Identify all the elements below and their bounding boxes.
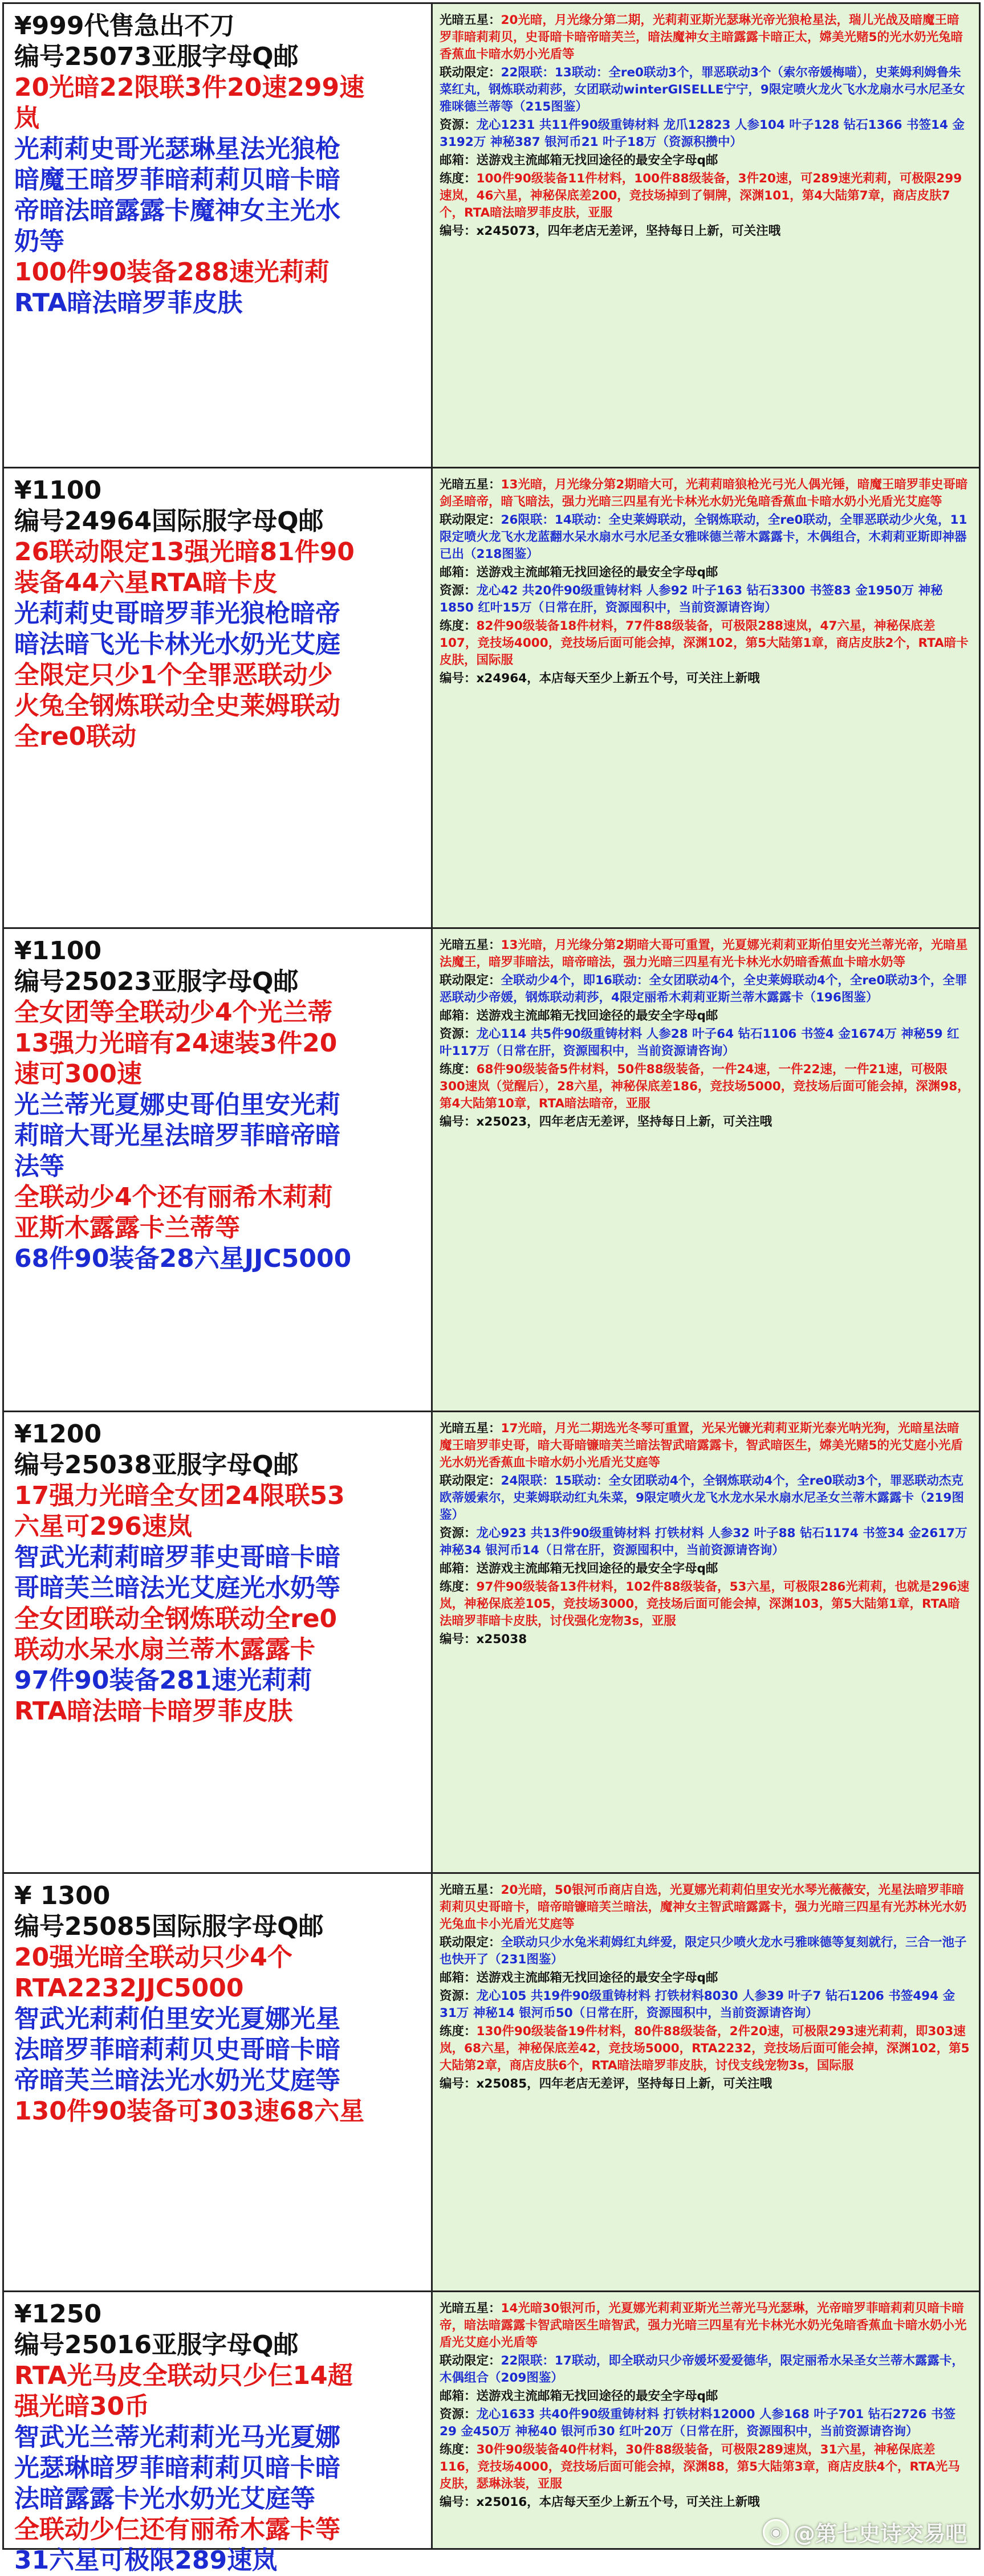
listing-summary [4,929,433,1411]
camera-icon: ◉ [763,2519,789,2545]
listing-highlight-line: RTA暗法暗罗菲皮肤 [14,288,243,317]
detail-segment: 资源： [440,1027,477,1041]
detail-paragraph [440,223,971,240]
detail-paragraph [440,1525,971,1559]
listing-summary [4,4,433,467]
detail-paragraph [440,1008,971,1025]
listing-highlight-line: 全联动少仨还有丽希木露卡等 [14,2515,340,2544]
listing-highlight-line: 火兔全钢炼联动全史莱姆联动 [14,691,340,720]
listing-table [2,2,981,2575]
detail-paragraph [440,1026,971,1060]
listing-details [433,2292,979,2548]
detail-paragraph [440,1970,971,1987]
detail-segment: 资源： [440,1526,477,1540]
listing-code: 编号25085国际服字母Q邮 [14,1912,324,1941]
listing-highlight-line: 联动水呆水扇兰蒂木露露卡 [14,1635,315,1664]
listing-highlight-line: 光兰蒂光夏娜史哥伯里安光莉 [14,1090,340,1119]
listing-row [4,4,979,468]
listing-code: 编号25073亚服字母Q邮 [14,42,299,71]
detail-segment: 光暗五星： [440,1421,501,1436]
listing-highlight-line: 亚斯木露露卡兰蒂等 [14,1213,240,1242]
detail-segment: 联动限定： [440,1935,501,1950]
detail-segment: 30件90级装备40件材料，30件88级装备，可极限289速岚，31六星，神秘保底差116，竞技场4000，竞技场后面可能会掉，深渊88，第5大陆第3章，商店皮肤4个，RTA光马皮肤，瑟琳泳装，亚服 [440,2443,960,2491]
detail-paragraph [440,1988,971,2022]
listing-highlight-line: 哥暗芙兰暗法光艾庭光水奶等 [14,1574,340,1603]
detail-segment: 邮箱：送游戏主流邮箱无找回途径的最安全字母q邮 [440,153,718,168]
listing-highlight-line: 97件90装备281速光莉莉 [14,1666,312,1695]
detail-segment: 龙心114 共5件90级重铸材料 人参28 叶子64 钻石1106 书签4 金1674万 神秘59 红叶117万（日常在肝，资源囤积中，当前资源请咨询） [440,1027,959,1058]
listing-highlight-line: 智武光莉莉伯里安光夏娜光星 [14,2004,340,2033]
detail-segment: 邮箱：送游戏主流邮箱无找回途径的最安全字母q邮 [440,1562,718,1576]
listing-row [4,468,979,929]
detail-paragraph [440,2442,971,2493]
detail-segment: 13光暗，月光缘分第2期暗大可，光莉莉暗狼枪光弓光人偶光锤，暗魔王暗罗菲史哥暗剑圣暗帝，暗飞暗法，强力光暗三四星有光卡林光水奶光兔暗香蕉血卡暗水奶小光盾光艾庭等 [440,478,968,509]
listing-highlight-line: 光瑟琳暗罗菲暗莉莉贝暗卡暗 [14,2453,340,2483]
detail-segment: 龙心1633 共40件90级重铸材料 打铁材料12000 人参168 叶子701 钻石2726 书签29 金450万 神秘40 银河币30 红叶20万（日常在肝，资源囤积中，当前资源请咨询） [440,2407,956,2439]
detail-segment: 邮箱：送游戏主流邮箱无找回途径的最安全字母q邮 [440,565,718,580]
detail-paragraph [440,2494,971,2511]
detail-segment: 编号：x245073，四年老店无差评，坚持每日上新，可关注哦 [440,224,781,238]
detail-paragraph [440,64,971,116]
detail-segment: 光暗五星： [440,478,501,492]
listing-highlight-line: 岚 [14,104,39,133]
listing-highlight-line: 68件90装备28六星JJC5000 [14,1244,352,1273]
detail-paragraph [440,2300,971,2351]
detail-paragraph [440,670,971,687]
detail-paragraph [440,618,971,669]
detail-segment: 资源： [440,2407,477,2422]
listing-highlight-line: 20光暗22限联3件20速299速 [14,73,365,102]
detail-segment: 龙心1231 共11件90级重铸材料 龙爪12823 人参104 叶子128 钻石1366 书签14 金3192万 神秘387 银河币21 叶子18万（资源积攒中） [440,118,965,149]
detail-segment: 22限联：13联动：全re0联动3个，罪恶联动3个（索尔帝媛梅喵），史莱姆利姆鲁朱菜红丸，钢炼联动莉莎，女团联动winterGISELLE宁宁，9限定喷火龙火飞水龙扇水弓水尼圣女雅咪德兰蒂等（215图鉴） [440,66,965,114]
listing-details [433,468,979,927]
detail-segment: 联动限定： [440,973,501,988]
listing-highlight-line: 智武光莉莉暗罗菲史哥暗卡暗 [14,1543,340,1572]
listing-highlight-line: 奶等 [14,227,64,256]
detail-paragraph [440,1420,971,1472]
listing-summary [4,2292,433,2575]
detail-segment: 练度： [440,172,477,186]
listing-highlight-line: 莉暗大哥光星法暗罗菲暗帝暗 [14,1121,340,1150]
listing-code: 编号25023亚服字母Q邮 [14,967,299,996]
listing-highlight-line: RTA暗法暗卡暗罗菲皮肤 [14,1697,293,1726]
detail-segment: 联动限定： [440,513,501,527]
listing-highlight-line: RTA2232JJC5000 [14,1974,244,2003]
listing-row [4,929,979,1412]
listing-code: 编号25016亚服字母Q邮 [14,2330,299,2359]
detail-paragraph [440,2388,971,2405]
detail-segment: 68件90级装备5件材料，50件88级装备，一件24速，一件22速，一件21速，可极限300速岚（觉醒后），28六星，神秘保底差186，竞技场5000，竞技场后面可能会掉，深渊98，第4大陆第10章，RTA暗法暗帝，亚服 [440,1062,970,1111]
detail-segment: 13光暗，月光缘分第2期暗大哥可重置，光夏娜光莉莉亚斯伯里安光兰蒂光帝，光暗星法魔王，暗罗菲暗法，暗帝暗法，强力光暗三四星有光卡林光水奶暗香蕉血卡暗水奶等 [440,938,968,969]
detail-segment: 资源： [440,1989,477,2003]
listing-highlight-line: 全联动少4个还有丽希木莉莉 [14,1183,333,1212]
listing-highlight-line: 六星可296速岚 [14,1512,192,1541]
listing-details [433,929,979,1411]
listing-highlight-line: 全女团等全联动少4个光兰蒂 [14,998,333,1027]
listing-highlight-line: 20强光暗全联动只少4个 [14,1943,292,1972]
detail-paragraph [440,972,971,1006]
detail-segment: 97件90级装备13件材料，102件88级装备，53六星，可极限286光莉莉，也就是296速岚，神秘保底差105，竞技场3000，竞技场后面可能会掉，深渊103，第5大陆第1章，RTA暗法暗罗菲暗卡皮肤，讨伐强化宠物3s，亚服 [440,1580,970,1628]
detail-paragraph [440,2023,971,2074]
detail-segment: 练度： [440,1580,477,1594]
detail-segment: 联动限定： [440,2354,501,2368]
detail-segment: 练度： [440,1062,477,1077]
watermark [763,2516,967,2548]
listing-highlight-line: 智武光兰蒂光莉莉光马光夏娜 [14,2423,340,2452]
listing-highlight-line: 100件90装备288速光莉莉 [14,258,330,287]
detail-segment: 练度： [440,2443,477,2457]
detail-segment: 全联动只少水兔米莉姆红丸绊爱，限定只少喷火龙水弓雅咪德等复刻就行，三合一池子也快开了（231图鉴） [440,1935,967,1967]
listing-price: ¥1200 [14,1420,102,1449]
listing-row [4,2292,979,2575]
detail-segment: 龙心923 共13件90级重铸材料 打铁材料 人参32 叶子88 钻石1174 书签34 金2617万 神秘34 银河币14（日常在肝，资源囤积中，当前资源请咨询） [440,1526,967,1558]
listing-highlight-line: 13强力光暗有24速装3件20 [14,1029,338,1058]
detail-segment: 联动限定： [440,66,501,80]
listing-details [433,1412,979,1872]
listing-highlight-line: 帝暗芙兰暗法光水奶光艾庭等 [14,2066,340,2095]
listing-price: ¥1250 [14,2300,102,2329]
detail-paragraph [440,2076,971,2093]
listing-code: 编号25038亚服字母Q邮 [14,1450,299,1479]
detail-segment: 资源： [440,118,477,132]
listing-row [4,1412,979,1874]
detail-segment: 编号：x24964，本店每天至少上新五个号，可关注上新哦 [440,671,760,686]
listing-highlight-line: 法等 [14,1152,64,1181]
detail-paragraph [440,476,971,511]
detail-paragraph [440,12,971,63]
detail-paragraph [440,512,971,563]
listing-price: ¥ 1300 [14,1881,111,1910]
detail-segment: 光暗五星： [440,938,501,952]
listing-highlight-line: 17强力光暗全女团24限联53 [14,1481,345,1510]
detail-paragraph [440,2353,971,2387]
listing-details [433,1874,979,2290]
detail-paragraph [440,582,971,617]
detail-segment: 全联动少4个，即16联动：全女团联动4个，全史莱姆联动4个，全re0联动3个，全罪恶联动少帝媛，钢炼联动莉莎，4限定丽希木莉莉亚斯兰蒂木露露卡（196图鉴） [440,973,967,1005]
listing-highlight-line: 法暗露露卡光水奶光艾庭等 [14,2484,315,2513]
listing-highlight-line: 光莉莉史哥暗罗菲光狼枪暗帝 [14,599,340,628]
detail-segment: 14光暗30银河币，光夏娜光莉莉亚斯光兰蒂光马光瑟琳，光帝暗罗菲暗莉莉贝暗卡暗帝，暗法暗露露卡智武暗医生暗智武，强力光暗三四星有光卡林光水奶光兔暗香蕉血卡暗水奶小光盾光艾庭小光盾等 [440,2301,967,2350]
detail-segment: 联动限定： [440,1474,501,1488]
detail-segment: 编号：x25085，四年老店无差评，坚持每日上新，可关注哦 [440,2077,772,2091]
listing-code: 编号24964国际服字母Q邮 [14,507,324,536]
listing-highlight-line: 光莉莉史哥光瑟琳星法光狼枪 [14,134,340,164]
listing-highlight-line: 帝暗法暗露露卡魔神女主光水 [14,196,340,225]
detail-segment: 编号：x25023，四年老店无差评，坚持每日上新，可关注哦 [440,1115,772,1129]
listing-highlight-line: 强光暗30币 [14,2392,150,2421]
detail-segment: 编号：x25016，本店每天至少上新五个号，可关注上新哦 [440,2495,760,2509]
detail-segment: 邮箱：送游戏主流邮箱无找回途径的最安全字母q邮 [440,2389,718,2403]
listing-summary [4,468,433,927]
listing-highlight-line: 26联动限定13强光暗81件90 [14,537,355,566]
listing-highlight-line: 法暗罗菲暗莉莉贝史哥暗卡暗 [14,2035,340,2064]
detail-paragraph [440,170,971,222]
detail-segment: 邮箱：送游戏主流邮箱无找回途径的最安全字母q邮 [440,1009,718,1023]
listing-highlight-line: 全限定只少1个全罪恶联动少 [14,661,333,690]
listing-highlight-line: 31六星可极限289速岚 [14,2546,278,2575]
listing-price: ¥999代售急出不刀 [14,11,235,40]
detail-segment: 26限联：14联动：全史莱姆联动，全钢炼联动，全re0联动，全罪恶联动少火兔，11限定喷火龙飞水龙蓝翻水呆水扇水弓水尼圣女雅咪德兰蒂木露露卡，木偶组合，木莉莉亚斯即神器已出（218图鉴） [440,513,967,561]
detail-segment: 光暗五星： [440,1883,501,1897]
listing-summary [4,1874,433,2290]
listing-highlight-line: 130件90装备可303速68六星 [14,2097,365,2126]
detail-segment: 20光暗，月光缘分第二期，光莉莉亚斯光瑟琳光帝光狼枪星法，瑞儿光战及暗魔王暗罗菲暗莉莉贝，史哥暗卡暗帝暗芙兰，暗法魔神女主暗露露卡暗正太，嫦美光赌5的光水奶光兔暗香蕉血卡暗水奶小光盾等 [440,13,963,62]
detail-paragraph [440,1114,971,1131]
detail-segment: 光暗五星： [440,2301,501,2316]
listing-highlight-line: 暗魔王暗罗菲暗莉莉贝暗卡暗 [14,165,340,194]
listing-highlight-line: 装备44六星RTA暗卡皮 [14,568,278,597]
detail-paragraph [440,937,971,971]
listing-highlight-line: 全女团联动全钢炼联动全re0 [14,1604,338,1633]
listing-summary [4,1412,433,1872]
detail-segment: 17光暗，月光二期选光冬琴可重置，光呆光镰光莉莉亚斯光泰光呐光狗，光暗星法暗魔王暗罗菲史哥，暗大哥暗镰暗芙兰暗法智武暗露露卡，智武暗医生，嫦美光赌5的光艾庭小光盾光水奶光香蕉血卡暗水奶小光盾光艾庭等 [440,1421,963,1470]
detail-segment: 资源： [440,584,477,598]
listing-highlight-line: 全re0联动 [14,722,137,751]
listing-highlight-line: 速可300速 [14,1059,142,1089]
detail-segment: 龙心42 共20件90级重铸材料 人参92 叶子163 钻石3300 书签83 金1950万 神秘1850 红叶15万（日常在肝，资源囤积中，当前资源请咨询） [440,584,943,615]
detail-segment: 光暗五星： [440,13,501,27]
listing-highlight-line: 暗法暗飞光卡林光水奶光艾庭 [14,630,340,659]
listing-details [433,4,979,467]
detail-paragraph [440,2406,971,2440]
detail-paragraph [440,1560,971,1578]
detail-paragraph [440,1882,971,1933]
listing-price: ¥1100 [14,936,102,965]
detail-segment: 82件90级装备18件材料，77件88级装备，可极限288速岚，47六星，神秘保底差107，竞技场4000，竞技场后面可能会掉，深渊102，第5大陆第1章，商店皮肤2个，RTA暗卡皮肤，国际服 [440,619,969,667]
detail-segment: 龙心105 共19件90级重铸材料 打铁材料8030 人参39 叶子7 钻石1206 书签494 金31万 神秘14 银河币50（日常在肝，资源囤积中，当前资源请咨询） [440,1989,955,2020]
detail-paragraph [440,1631,971,1648]
listing-row [4,1874,979,2292]
listing-highlight-line: RTA光马皮全联动只少仨14超 [14,2361,353,2390]
detail-segment: 练度： [440,2024,477,2039]
watermark-text: @第七史诗交易吧 [793,2521,967,2546]
detail-segment: 130件90级装备19件材料，80件88级装备，2件20速，可极限293速光莉莉，即303速岚，68六星，神秘保底差42，竞技场5000，RTA2232，竞技场后面可能会掉，深渊102，第5大陆第2章，商店皮肤6个，RTA暗法暗罗菲皮肤，讨伐支线宠物3s，国际服 [440,2024,970,2073]
detail-paragraph [440,1934,971,1968]
detail-paragraph [440,1473,971,1524]
detail-segment: 100件90级装备11件材料，100件88级装备，3件20速，可289速光莉莉，可极限299速岚，46六星，神秘保底差200，竞技场掉到了铜牌，深渊101，第4大陆第7章，商店皮肤7个，RTA暗法暗罗菲皮肤，亚服 [440,172,962,220]
detail-paragraph [440,152,971,169]
detail-paragraph [440,1061,971,1112]
detail-segment: 24限联：15联动：全女团联动4个，全钢炼联动4个，全re0联动3个，罪恶联动杰克欧蒂媛索尔，史莱姆联动红丸朱菜，9限定喷火龙飞水龙水呆水扇水尼圣女兰蒂木露露卡（219图鉴） [440,1474,964,1522]
detail-segment: 练度： [440,619,477,633]
detail-segment: 22限联：17联动，即全联动只少帝媛坏爱爱德华，限定丽希水呆圣女兰蒂木露露卡，木偶组合（209图鉴） [440,2354,964,2385]
detail-paragraph [440,117,971,151]
detail-paragraph [440,564,971,581]
detail-segment: 20光暗，50银河币商店自选，光夏娜光莉莉伯里安光水琴光薇薇安，光星法暗罗菲暗莉莉贝史哥暗卡，暗帝暗镰暗芙兰暗法，魔神女主智武暗露露卡，强力光暗三四星有光苏林光水奶光兔血卡小光盾光艾庭等 [440,1883,967,1931]
detail-paragraph [440,1579,971,1630]
detail-segment: 编号：x25038 [440,1632,527,1646]
listing-price: ¥1100 [14,476,102,505]
detail-segment: 邮箱：送游戏主流邮箱无找回途径的最安全字母q邮 [440,1971,718,1985]
